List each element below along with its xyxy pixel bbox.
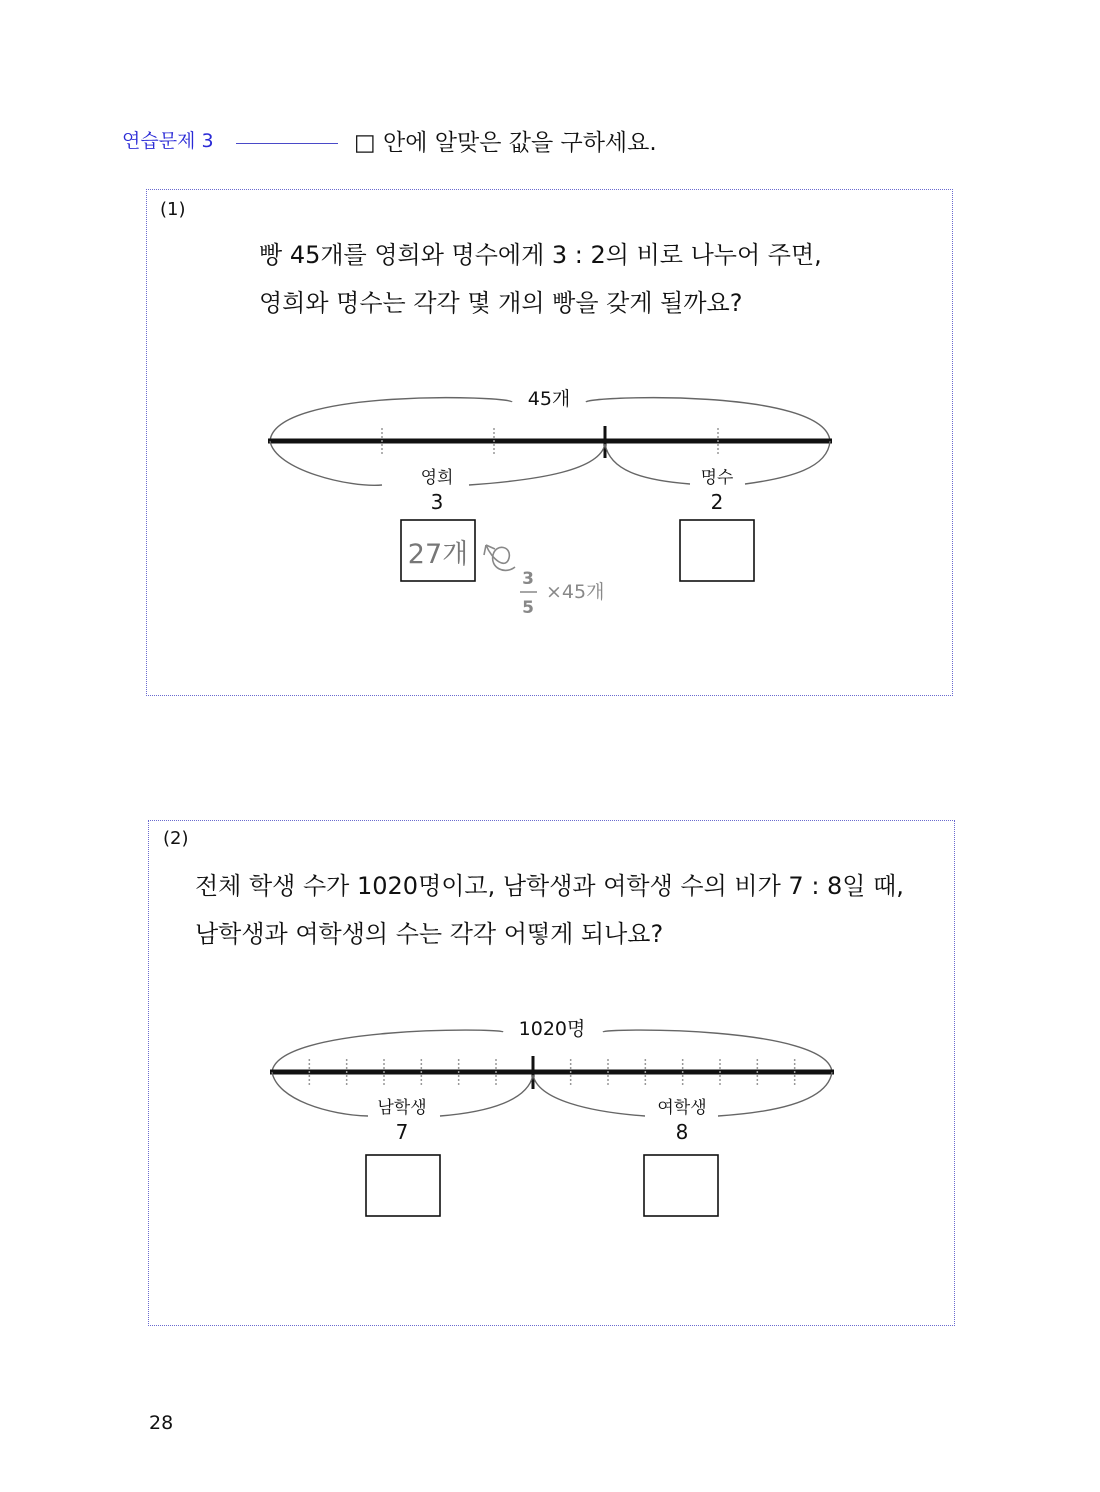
right-name-2: 여학생 [657, 1098, 707, 1118]
left-answer-1: 27개 [407, 539, 469, 570]
right-ratio-2: 8 [675, 1120, 689, 1144]
right-ratio-1: 2 [710, 490, 724, 514]
curly-arrow-icon [484, 545, 515, 570]
diagram-2 [270, 1018, 834, 1216]
left-ratio-2: 7 [395, 1120, 409, 1144]
problem-1-question-line-1: 빵 45개를 영희와 명수에게 3 : 2의 비로 나누어 주면, [259, 241, 822, 269]
hint-numerator: 3 [522, 569, 534, 589]
problem-1-question-line-2: 영희와 명수는 각각 몇 개의 빵을 갖게 될까요? [259, 289, 743, 317]
diagram-1 [268, 388, 832, 618]
left-name-2: 남학생 [377, 1098, 427, 1118]
problem-2-number: (2) [163, 828, 189, 849]
left-answer-box-2[interactable] [366, 1155, 440, 1216]
right-name-1: 명수 [700, 468, 734, 488]
right-answer-box-1[interactable] [680, 520, 754, 581]
hint-denominator: 5 [522, 598, 534, 618]
right-answer-box-2[interactable] [644, 1155, 718, 1216]
total-label-2: 1020명 [518, 1018, 586, 1040]
left-ratio-1: 3 [430, 490, 444, 514]
hint-multiplier: ×45개 [546, 581, 605, 603]
left-name-1: 영희 [420, 468, 454, 488]
problem-1-number: (1) [160, 199, 186, 220]
total-label-1: 45개 [527, 388, 571, 410]
page-number: 28 [149, 1412, 174, 1434]
exercise-label: 연습문제 3 [122, 130, 214, 152]
problem-2-question-line-2: 남학생과 여학생의 수는 각각 어떻게 되나요? [195, 920, 664, 948]
problem-2-question-line-1: 전체 학생 수가 1020명이고, 남학생과 여학생 수의 비가 7 : 8일 때, [195, 872, 904, 900]
instruction-text: □ 안에 알맞은 값을 구하세요. [354, 130, 657, 156]
